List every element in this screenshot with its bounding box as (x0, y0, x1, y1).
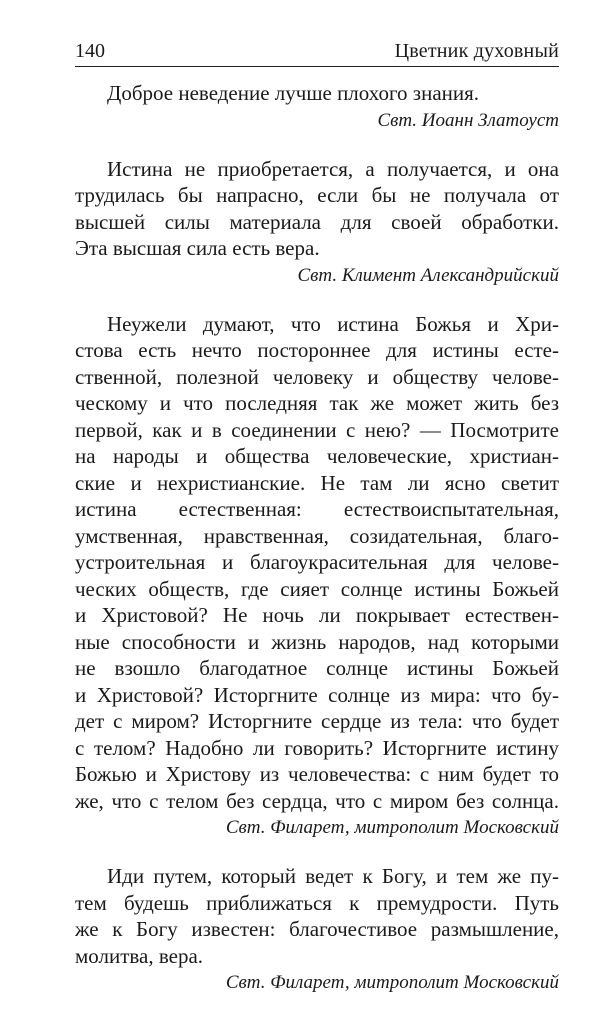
text-line: Доброе неведение лучше плохого знания. (107, 81, 480, 105)
text-line: с телом? Надобно ли говорить? Исторгните истину (75, 735, 559, 760)
quote-1 (75, 80, 559, 134)
text-line: же, что с телом без сердца, что с миром без солнца. (75, 788, 559, 813)
text-line: первой, как и в соединении с нею? — Посмотрите (75, 417, 559, 442)
running-title: Цветник духовный (394, 40, 559, 62)
text-line: Божью и Христову из человечества: с ним будет то (75, 762, 559, 786)
quote-4 (75, 863, 559, 996)
text-line: дет с миром? Исторгните сердце из тела: что будет (75, 709, 559, 733)
text-line: Неужели думают, что истина Божья и Хри- (107, 311, 559, 336)
quote-author: Свт. Иоанн Златоуст (377, 109, 559, 131)
text-line: стова есть нечто постороннее для истины есте- (75, 338, 559, 362)
text-line: же к Богу известен: благочестивое размышление, (75, 917, 559, 941)
quote-2 (75, 156, 559, 289)
text-line: умственная, нравственная, созидательная, благо- (75, 523, 559, 548)
text-line: не взошло благодатное солнце истины Божьей (75, 656, 559, 680)
text-line: истина естественная: естествоиспытательная, (75, 497, 559, 521)
text-line: молитва, вера. (75, 943, 204, 968)
running-header (75, 38, 559, 67)
text-line: ские и нехристианские. Не там ли ясно светит (75, 470, 559, 495)
text-line: Истина не приобретается, а получается, и она (107, 156, 559, 181)
text-line: и Христовой? Не ночь ли покрывает естествен- (75, 603, 559, 627)
text-line: Иди путем, который ведет к Богу, и тем же пу- (107, 864, 559, 888)
quote-author: Свт. Климент Александрийский (297, 264, 559, 286)
quote-text (75, 80, 559, 107)
text-line: и Христовой? Исторгните солнце из мира: что бу- (75, 682, 559, 707)
text-line: на народы и общества человеческие, христиан- (75, 444, 559, 468)
text-line: Эта высшая сила есть вера. (75, 236, 320, 260)
quote-3 (75, 311, 559, 842)
text-line: ственной, полезной человеку и обществу челове- (75, 364, 559, 389)
text-line: устроительная и благоукрасительная для челове- (75, 550, 559, 574)
quote-text (75, 311, 559, 815)
quote-text (75, 863, 559, 969)
text-line: трудилась бы напрасно, если бы не получала от (75, 183, 559, 207)
quote-author: Свт. Филарет, митрополит Московский (225, 817, 559, 838)
text-line: ные способности и жизнь народов, над которыми (75, 629, 559, 654)
quote-author: Свт. Филарет, митрополит Московский (225, 972, 559, 993)
text-line: ческих обществ, где сияет солнце истины Божьей (75, 576, 559, 601)
page-body (75, 80, 559, 1018)
text-line: высшей силы материала для своей обработки. (75, 209, 559, 234)
page-number: 140 (75, 40, 105, 62)
quote-text (75, 156, 559, 262)
text-line: тем будешь приближаться к премудрости. Путь (75, 890, 559, 915)
text-line: ческому и что последняя так же может жить без (75, 391, 559, 415)
